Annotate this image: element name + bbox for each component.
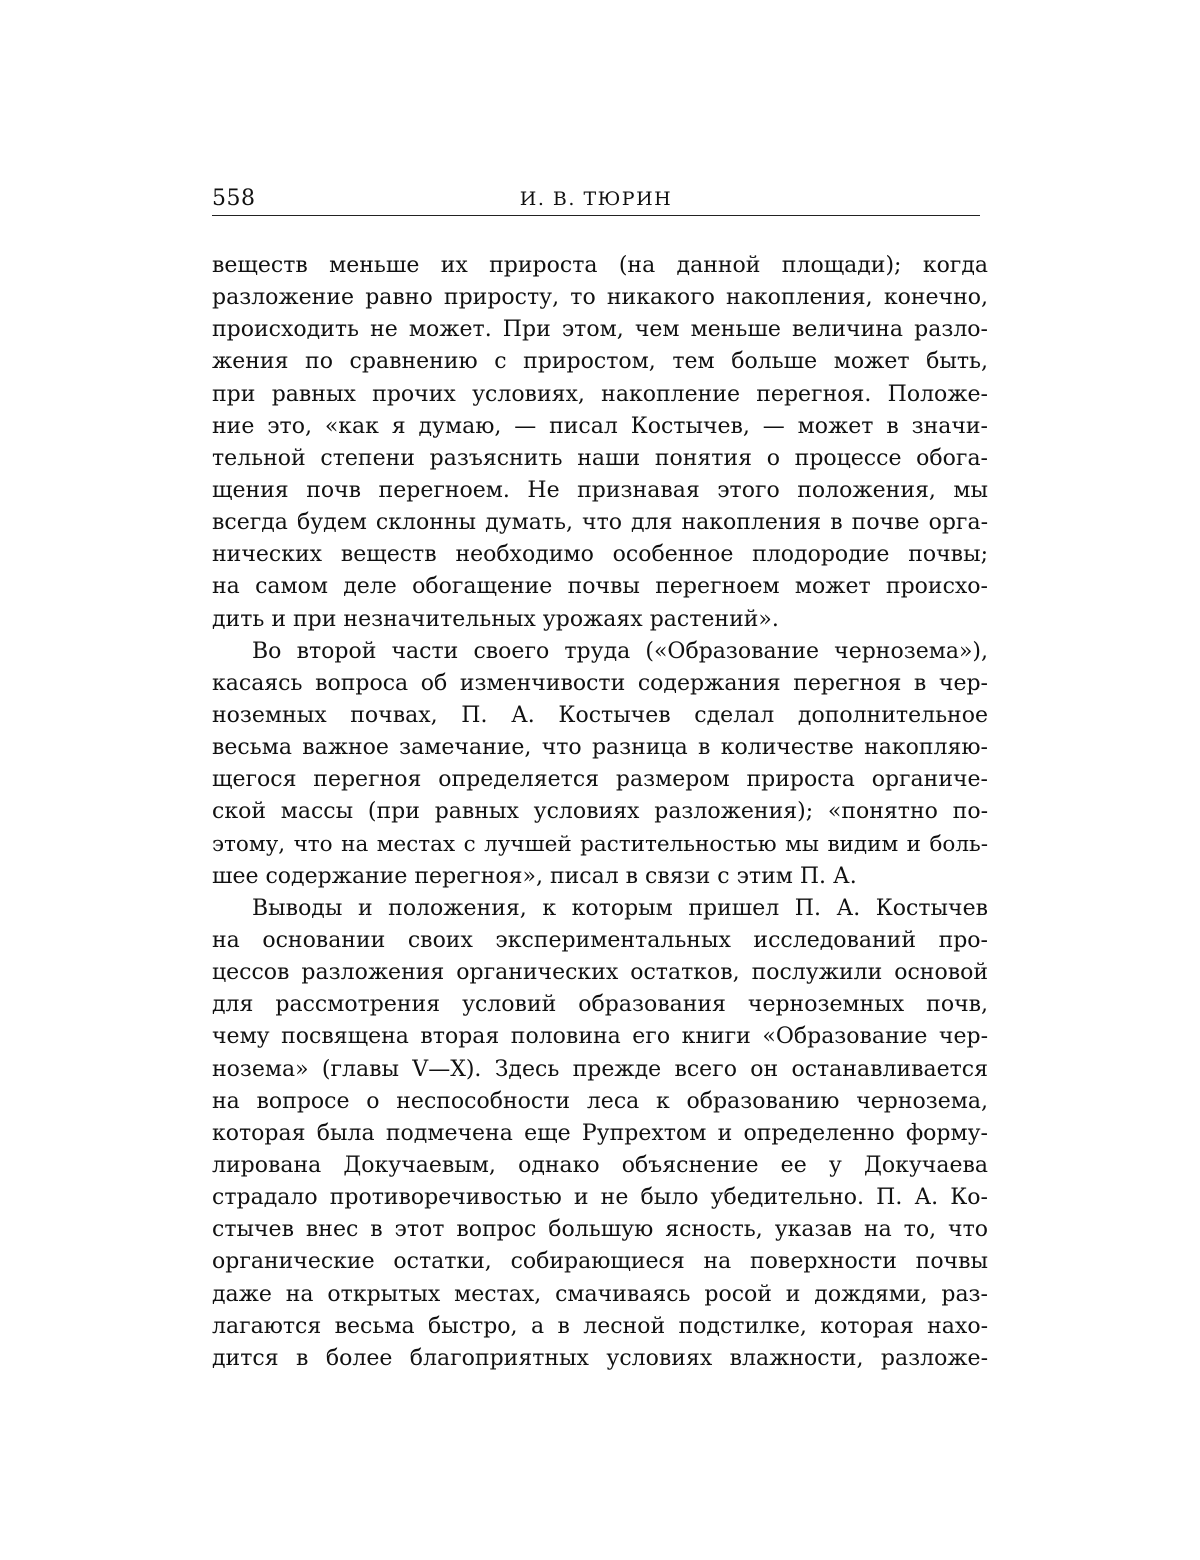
header-rule — [212, 215, 980, 216]
text-line: на основании своих экспериментальных исследований про- — [212, 925, 988, 957]
text-line: лагаются весьма быстро, а в лесной подстилке, которая нахо- — [212, 1311, 988, 1343]
text-line: ноземных почвах, П. А. Костычев сделал дополнительное — [212, 700, 988, 732]
text-line: весьма важное замечание, что разница в количестве накопляю- — [212, 732, 988, 764]
text-line: даже на открытых местах, смачиваясь росой и дождями, раз- — [212, 1279, 988, 1311]
text-line: органические остатки, собирающиеся на поверхности почвы — [212, 1246, 988, 1278]
paragraph-start-line: Во второй части своего труда («Образование чернозема»), — [212, 636, 988, 668]
text-line: происходить не может. При этом, чем меньше величина разло- — [212, 314, 988, 346]
text-line: дится в более благоприятных условиях влажности, разложе- — [212, 1343, 988, 1375]
book-page — [0, 0, 1200, 1560]
text-line: которая была подмечена еще Рупрехтом и определенно форму- — [212, 1118, 988, 1150]
page-number: 558 — [212, 186, 256, 211]
text-line: разложение равно приросту, то никакого накопления, конечно, — [212, 282, 988, 314]
text-line: щегося перегноя определяется размером прироста органиче- — [212, 764, 988, 796]
text-line: чему посвящена вторая половина его книги «Образование чер- — [212, 1021, 988, 1053]
text-line: этому, что на местах с лучшей растительностью мы видим и боль- — [212, 829, 988, 861]
text-line: стычев внес в этот вопрос большую ясность, указав на то, что — [212, 1214, 988, 1246]
text-line: страдало противоречивостью и не было убедительно. П. А. Ко- — [212, 1182, 988, 1214]
text-line: касаясь вопроса об изменчивости содержания перегноя в чер- — [212, 668, 988, 700]
text-line: дить и при незначительных урожаях растений». — [212, 604, 988, 636]
text-line: всегда будем склонны думать, что для накопления в почве орга- — [212, 507, 988, 539]
text-line: нозема» (главы V—X). Здесь прежде всего он останавливается — [212, 1054, 988, 1086]
text-line: при равных прочих условиях, накопление перегноя. Положе- — [212, 379, 988, 411]
text-line: шее содержание перегноя», писал в связи с этим П. А. — [212, 861, 988, 893]
text-line: ской массы (при равных условиях разложения); «понятно по- — [212, 796, 988, 828]
running-head: И. В. ТЮРИН — [212, 188, 980, 210]
body-text — [212, 250, 988, 1375]
text-line: для рассмотрения условий образования черноземных почв, — [212, 989, 988, 1021]
text-line: веществ меньше их прироста (на данной площади); когда — [212, 250, 988, 282]
text-line: тельной степени разъяснить наши понятия о процессе обога- — [212, 443, 988, 475]
page-header — [212, 186, 980, 216]
paragraph-start-line: Выводы и положения, к которым пришел П. А. Костычев — [212, 893, 988, 925]
text-line: жения по сравнению с приростом, тем больше может быть, — [212, 346, 988, 378]
text-line: лирована Докучаевым, однако объяснение ее у Докучаева — [212, 1150, 988, 1182]
text-line: на самом деле обогащение почвы перегноем может происхо- — [212, 571, 988, 603]
text-line: нических веществ необходимо особенное плодородие почвы; — [212, 539, 988, 571]
text-line: щения почв перегноем. Не признавая этого положения, мы — [212, 475, 988, 507]
text-line: на вопросе о неспособности леса к образованию чернозема, — [212, 1086, 988, 1118]
text-line: цессов разложения органических остатков, послужили основой — [212, 957, 988, 989]
text-line: ние это, «как я думаю, — писал Костычев, — может в значи- — [212, 411, 988, 443]
